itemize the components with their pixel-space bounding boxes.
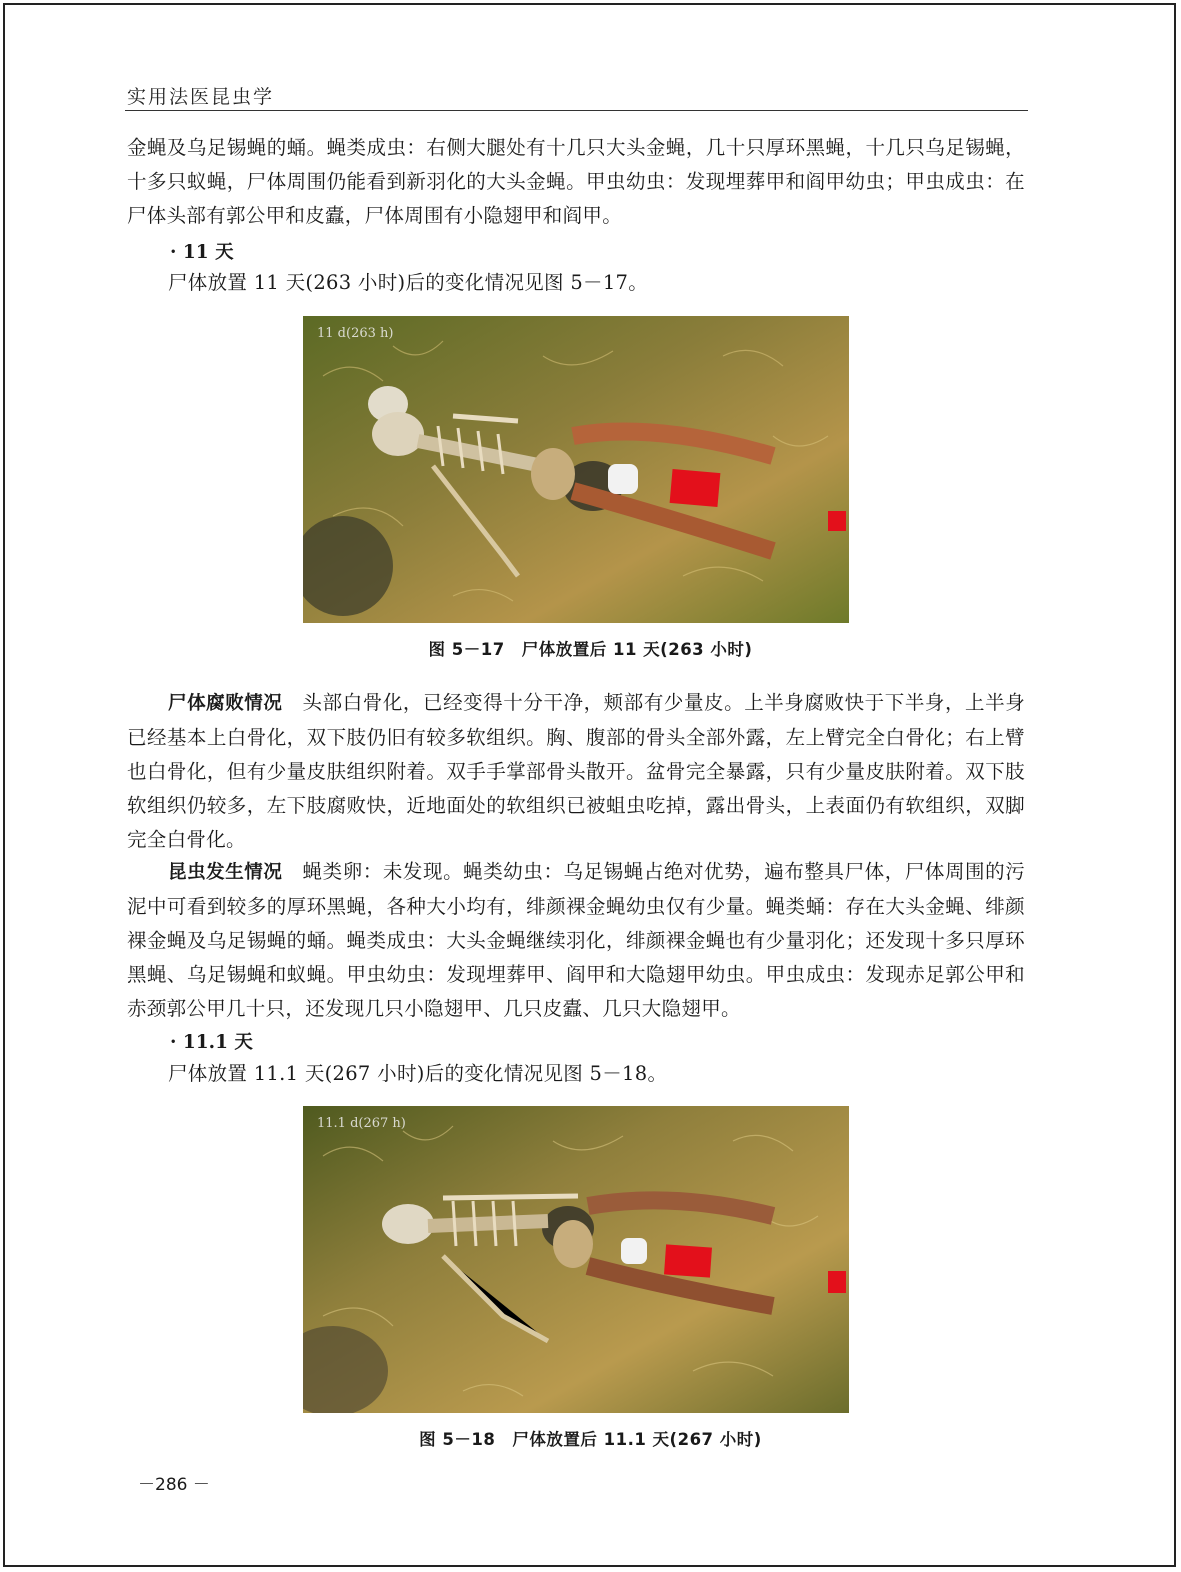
- header-rule: [125, 110, 1028, 111]
- paragraph-decomposition: [127, 686, 1025, 857]
- paragraph-body-insects: 蝇类卵：未发现。蝇类幼虫：乌足锡蝇占绝对优势，遍布整具尸体，尸体周围的污泥中可看到较多的厚环黑蝇，各种大小均有，绯颜裸金蝇幼虫仅有少量。蝇类蛹：存在大头金蝇、绯颜裸金蝇及乌足锡蝇的蛹。蝇类成虫：大头金蝇继续羽化，绯颜裸金蝇也有少量羽化；还发现十多只厚环黑蝇、乌足锡蝇和蚁蝇。甲虫幼虫：发现埋葬甲、阎甲和大隐翅甲幼虫。甲虫成虫：发现赤足郭公甲和赤颈郭公甲几十只，还发现几只小隐翅甲、几只皮蠹、几只大隐翅甲。: [127, 860, 1025, 1020]
- running-title: 实用法医昆虫学: [127, 86, 275, 108]
- paragraph-figure-ref-518: 尸体放置 11.1 天(267 小时)后的变化情况见图 5－18。: [168, 1062, 668, 1085]
- section-heading-11-1-days: · 11.1 天: [170, 1032, 253, 1053]
- paragraph-lead-decomposition: 尸体腐败情况: [168, 693, 283, 714]
- figure-5-18-photo: [303, 1106, 849, 1413]
- figure-caption-5-18: 图 5－18 尸体放置后 11.1 天(267 小时): [419, 1430, 762, 1449]
- section-heading-11-days: · 11 天: [170, 242, 234, 263]
- paragraph-figure-ref-517: 尸体放置 11 天(263 小时)后的变化情况见图 5－17。: [168, 271, 649, 294]
- paragraph-continuation: 金蝇及乌足锡蝇的蛹。蝇类成虫：右侧大腿处有十几只大头金蝇，几十只厚环黑蝇，十几只乌足锡蝇，十多只蚁蝇，尸体周围仍能看到新羽化的大头金蝇。甲虫幼虫：发现埋葬甲和阎甲幼虫；甲虫成虫：在尸体头部有郭公甲和皮蠹，尸体周围有小隐翅甲和阎甲。: [127, 136, 1025, 227]
- cadaver-photo-11d: [303, 316, 849, 623]
- photo-time-label: 11.1 d(267 h): [317, 1116, 406, 1131]
- figure-caption-5-17: 图 5－17 尸体放置后 11 天(263 小时): [428, 640, 753, 659]
- cadaver-photo-11-1d: [303, 1106, 849, 1413]
- page-number: －286 －: [138, 1475, 210, 1495]
- paragraph-insects: [127, 855, 1025, 1026]
- paragraph-lead-insects: 昆虫发生情况: [168, 862, 283, 883]
- figure-5-17-photo: [303, 316, 849, 623]
- paragraph-body-decomposition: 头部白骨化，已经变得十分干净，颊部有少量皮。上半身腐败快于下半身，上半身已经基本上白骨化，双下肢仍旧有较多软组织。胸、腹部的骨头全部外露，左上臂完全白骨化；右上臂也白骨化，但有少量皮肤组织附着。双手手掌部骨头散开。盆骨完全暴露，只有少量皮肤附着。双下肢软组织仍较多，左下肢腐败快，近地面处的软组织已被蛆虫吃掉，露出骨头，上表面仍有软组织，双脚完全白骨化。: [127, 691, 1025, 851]
- photo-time-label: 11 d(263 h): [317, 326, 394, 341]
